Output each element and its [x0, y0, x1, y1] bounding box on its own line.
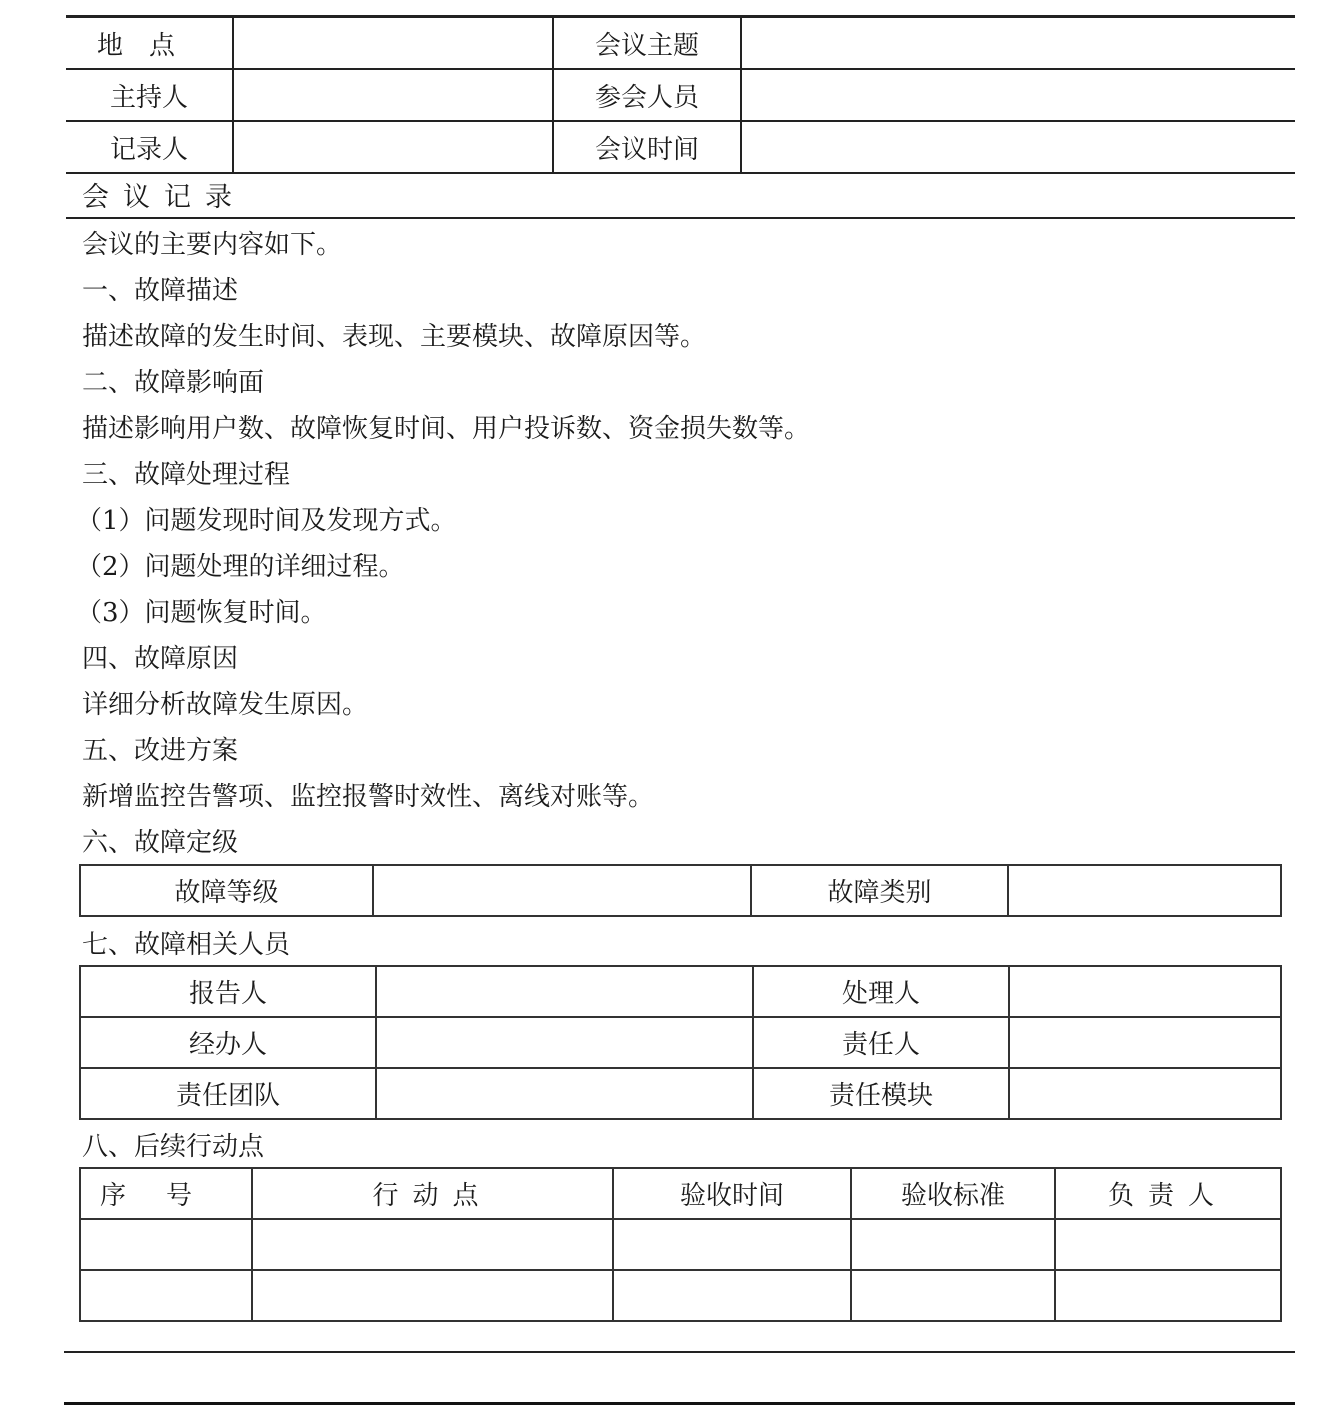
fault-category-value[interactable] — [1008, 865, 1281, 916]
responsible-person-label: 责任人 — [753, 1017, 1009, 1068]
action-items-table — [79, 1167, 1282, 1322]
cell-serial[interactable] — [80, 1270, 252, 1321]
meeting-record-title: 会议记录 — [82, 182, 246, 213]
section-2-title: 二、故障影响面 — [82, 368, 265, 398]
table-row — [80, 1219, 1281, 1270]
cell-acceptance-criteria[interactable] — [851, 1270, 1055, 1321]
responsible-module-label: 责任模块 — [753, 1068, 1009, 1119]
bottom-thick-rule — [64, 1402, 1295, 1405]
fault-category-label: 故障类别 — [751, 865, 1008, 916]
section-3-item-3: （3）问题恢复时间。 — [76, 598, 327, 628]
cell-acceptance-criteria[interactable] — [851, 1219, 1055, 1270]
section-8-title: 八、后续行动点 — [82, 1132, 265, 1162]
header-action: 行动点 — [252, 1168, 613, 1219]
personnel-row — [80, 966, 1281, 1017]
section-2-text: 描述影响用户数、故障恢复时间、用户投诉数、资金损失数等。 — [82, 414, 811, 444]
responsible-person-value[interactable] — [1009, 1017, 1281, 1068]
section-3-title: 三、故障处理过程 — [82, 460, 291, 490]
fault-level-label: 故障等级 — [80, 865, 373, 916]
info-row-host — [66, 69, 1295, 121]
meeting-info-table — [66, 15, 1295, 174]
header-serial: 序号 — [80, 1168, 252, 1219]
reporter-label: 报告人 — [80, 966, 376, 1017]
reporter-value[interactable] — [376, 966, 753, 1017]
divider — [66, 217, 1295, 219]
host-label: 主持人 — [66, 69, 233, 121]
fault-personnel-table — [79, 965, 1282, 1120]
section-3-item-1: （1）问题发现时间及发现方式。 — [76, 506, 457, 536]
operator-label: 经办人 — [80, 1017, 376, 1068]
header-acceptance-criteria: 验收标准 — [851, 1168, 1055, 1219]
section-3-item-2: （2）问题处理的详细过程。 — [76, 552, 405, 582]
info-row-location — [66, 17, 1295, 70]
location-label: 地点 — [66, 17, 233, 70]
section-1-title: 一、故障描述 — [82, 276, 239, 306]
section-4-title: 四、故障原因 — [82, 644, 239, 674]
cell-action[interactable] — [252, 1219, 613, 1270]
host-value[interactable] — [233, 69, 553, 121]
cell-serial[interactable] — [80, 1219, 252, 1270]
fault-grading-table — [79, 864, 1282, 917]
section-5-text: 新增监控告警项、监控报警时效性、离线对账等。 — [82, 782, 655, 812]
cell-action[interactable] — [252, 1270, 613, 1321]
operator-value[interactable] — [376, 1017, 753, 1068]
cell-owner[interactable] — [1055, 1219, 1281, 1270]
grading-row — [80, 865, 1281, 916]
attendees-label: 参会人员 — [553, 69, 741, 121]
section-5-title: 五、改进方案 — [82, 736, 239, 766]
header-owner: 负责人 — [1055, 1168, 1281, 1219]
section-1-text: 描述故障的发生时间、表现、主要模块、故障原因等。 — [82, 322, 707, 352]
responsible-team-value[interactable] — [376, 1068, 753, 1119]
info-row-recorder — [66, 121, 1295, 173]
meeting-time-label: 会议时间 — [553, 121, 741, 173]
meeting-time-value[interactable] — [741, 121, 1295, 173]
handler-label: 处理人 — [753, 966, 1009, 1017]
cell-owner[interactable] — [1055, 1270, 1281, 1321]
fault-level-value[interactable] — [373, 865, 751, 916]
responsible-team-label: 责任团队 — [80, 1068, 376, 1119]
bottom-divider — [64, 1351, 1295, 1353]
section-4-text: 详细分析故障发生原因。 — [82, 690, 369, 720]
recorder-label: 记录人 — [66, 121, 233, 173]
recorder-value[interactable] — [233, 121, 553, 173]
meeting-topic-label: 会议主题 — [553, 17, 741, 70]
personnel-row — [80, 1017, 1281, 1068]
section-7-title: 七、故障相关人员 — [82, 930, 291, 960]
location-value[interactable] — [233, 17, 553, 70]
attendees-value[interactable] — [741, 69, 1295, 121]
responsible-module-value[interactable] — [1009, 1068, 1281, 1119]
section-6-title: 六、故障定级 — [82, 828, 239, 858]
cell-acceptance-time[interactable] — [613, 1219, 851, 1270]
cell-acceptance-time[interactable] — [613, 1270, 851, 1321]
action-header-row — [80, 1168, 1281, 1219]
handler-value[interactable] — [1009, 966, 1281, 1017]
header-acceptance-time: 验收时间 — [613, 1168, 851, 1219]
personnel-row — [80, 1068, 1281, 1119]
intro-text: 会议的主要内容如下。 — [82, 230, 343, 260]
table-row — [80, 1270, 1281, 1321]
meeting-topic-value[interactable] — [741, 17, 1295, 70]
